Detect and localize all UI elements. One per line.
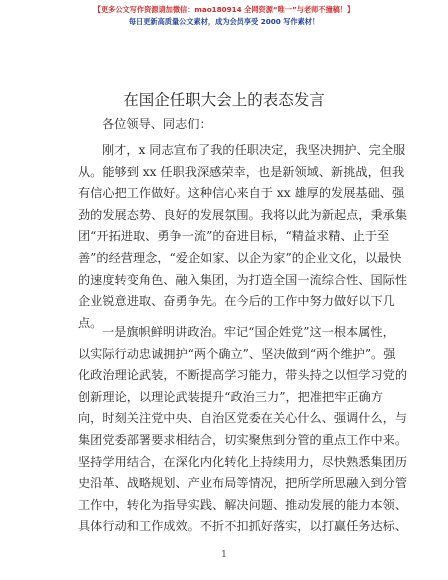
paragraph-line: 史沿革、战略规划、产业布局等情况，把所学所思融入到分管 [78,476,408,491]
paragraph-line: 刚才，x 同志宣布了我的任职决定，我坚决拥护、完全服 [102,143,406,157]
paragraph-line: 从。能够到 xx 任职我深感荣幸，也是新领域、新挑战，但我 [78,164,405,179]
page-number: 1 [221,550,227,560]
paragraph-line: 向，时刻关注党中央、自治区党委在关心什么、强调什么，与 [78,411,408,426]
paragraph-line: 善”的经营理念，“爱企如家、以企为家”的企业文化，以最快 [78,250,402,265]
paragraph-1 [78,140,408,334]
paragraph-line: 创新理论，以理论武装提升“政治三力”，把准把牢正确方 [78,389,383,404]
promo-banner-line-2: 每日更新高质量公文素材，成为会员享受 2000 写作素材！ [128,17,320,26]
salutation: 各位领导、同志们： [102,117,212,131]
paragraph-line: 企业锐意进取、奋勇争先。在今后的工作中努力做好以下几 [78,294,395,309]
paragraph-line: 坚持学用结合，在深化内化转化上持续用力，尽快熟悉集团历 [78,454,408,469]
paragraph-line: 一是旗帜鲜明讲政治。牢记“国企姓党”这一根本属性， [102,325,395,339]
paragraph-line: 集团党委部署要求相结合，切实聚焦到分管的重点工作中来。 [78,432,408,447]
paragraph-line: 化政治理论武装，不断提高学习能力，带头持之以恒学习党的 [78,368,408,383]
paragraph-line: 具体行动和工作成效。不折不扣抓好落实，以打赢任务达标、 [78,519,408,534]
paragraph-line: 的速度转变角色、融入集团，为打造全国一流综合性、国际性 [78,272,408,287]
paragraph-line: 团“开拓进取、勇争一流”的奋进目标，“精益求精、止于至 [78,229,390,244]
document-title: 在国企任职大会上的表态发言 [123,91,325,109]
paragraph-line: 以实际行动忠诚拥护“两个确立”、坚决做到“两个维护”。强 [78,346,396,361]
paragraph-line: 劲的发展态势、良好的发展氛围。我将以此为新起点，秉承集 [78,207,408,222]
paragraph-line: 点。 [78,315,103,330]
paragraph-line: 有信心把工作做好。这种信心来自于 xx 雄厚的发展基础、强 [78,186,405,201]
paragraph-line: 工作中，转化为指导实践、解决问题、推动发展的能力本领、 [78,497,408,512]
paragraph-2 [78,322,408,538]
promo-banner-line-1: 【更多公文写作资源请加微信：mao180914 全网资源“唯一”与老师不撞稿！】 [93,5,355,14]
